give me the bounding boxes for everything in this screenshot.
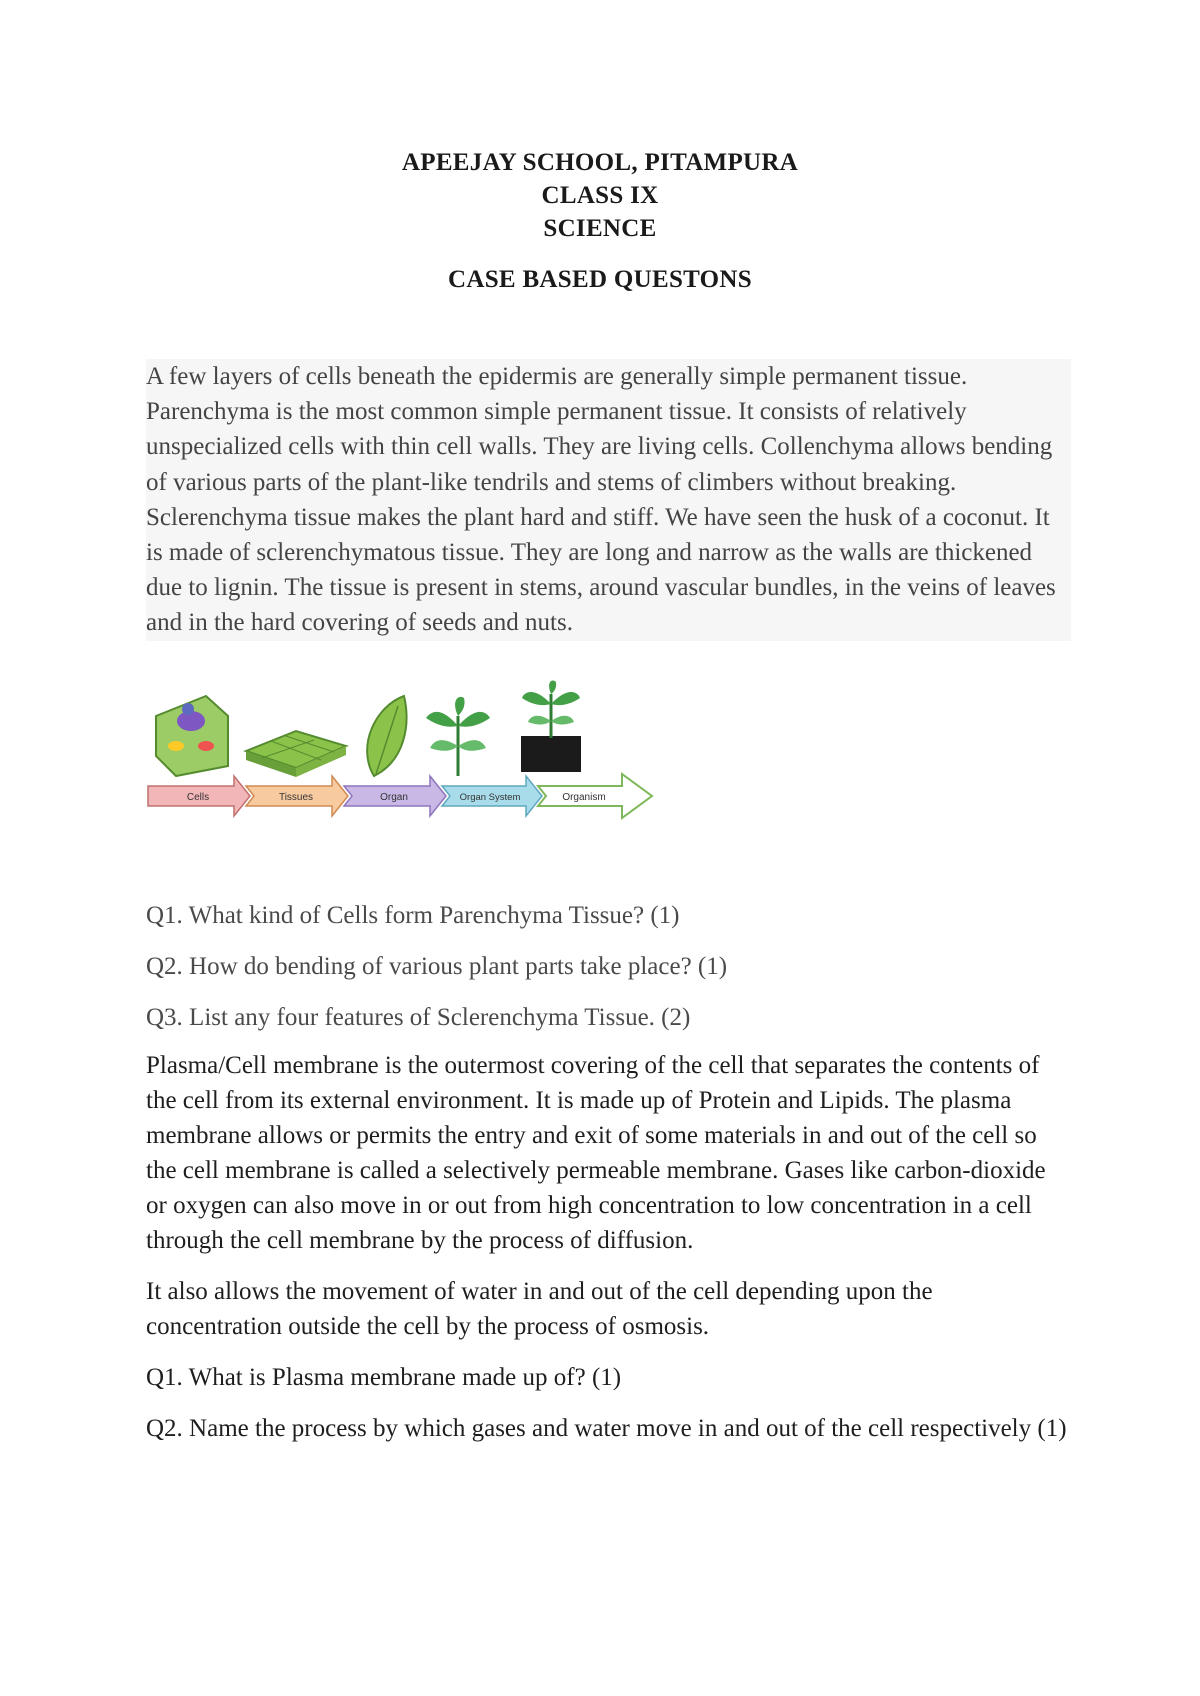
tissue-illustration bbox=[246, 731, 346, 777]
leaf-illustration bbox=[367, 696, 406, 776]
case1-question-3: Q3. List any four features of Sclerenchyma Tissue. (2) bbox=[146, 1004, 691, 1031]
case1-questions bbox=[146, 898, 1071, 1035]
label-organ: Organ bbox=[380, 792, 408, 803]
case2-section bbox=[146, 1048, 1071, 1462]
cell-illustration bbox=[156, 696, 228, 776]
label-cells: Cells bbox=[186, 792, 210, 803]
cell-to-organism-diagram bbox=[146, 676, 666, 826]
plant-illustration bbox=[426, 697, 490, 776]
document-header bbox=[0, 146, 1200, 296]
case2-paragraph-1: Plasma/Cell membrane is the outermost covering of the cell that separates the contents of the cell from its external environment. It is made up of Protein and Lipids. The plasma membrane allows or permits the entry and exit of some materials in and out of the cell so the cell membrane is called a selectively permeable membrane. Gases like carbon-dioxide or oxygen can also move in or out from high concentration to low concentration in a cell through the cell membrane by the process of diffusion. bbox=[146, 1052, 1046, 1254]
organism-illustration bbox=[521, 681, 581, 773]
class-name: CLASS IX bbox=[541, 182, 659, 209]
label-organ-system: Organ System bbox=[459, 792, 521, 803]
document-title: CASE BASED QUESTONS bbox=[448, 266, 752, 293]
label-tissues: Tissues bbox=[278, 792, 314, 803]
subject-name: SCIENCE bbox=[543, 215, 657, 242]
case2-question-2: Q2. Name the process by which gases and water move in and out of the cell respectively (1) bbox=[146, 1415, 1067, 1442]
case1-question-2: Q2. How do bending of various plant parts take place? (1) bbox=[146, 953, 728, 980]
case1-question-1: Q1. What kind of Cells form Parenchyma Tissue? (1) bbox=[146, 902, 680, 929]
case2-question-1: Q1. What is Plasma membrane made up of? (1) bbox=[146, 1364, 622, 1391]
school-name: APEEJAY SCHOOL, PITAMPURA bbox=[401, 149, 799, 176]
case1-paragraph: A few layers of cells beneath the epidermis are generally simple permanent tissue. Parenchyma is the most common simple permanent tissue. It consists of relatively unspecialized cells with thin cell walls. They are living cells. Collenchyma allows bending of various parts of the plant-like tendrils and stems of climbers without breaking. Sclerenchyma tissue makes the plant hard and stiff. We have seen the husk of a coconut. It is made of sclerenchymatous tissue. They are long and narrow as the walls are thickened due to lignin. The tissue is present in stems, around vascular bundles, in the veins of leaves and in the hard covering of seeds and nuts. bbox=[146, 359, 1071, 641]
label-organism: Organism bbox=[562, 792, 606, 803]
case2-paragraph-2: It also allows the movement of water in and out of the cell depending upon the concentration outside the cell by the process of osmosis. bbox=[146, 1278, 933, 1340]
